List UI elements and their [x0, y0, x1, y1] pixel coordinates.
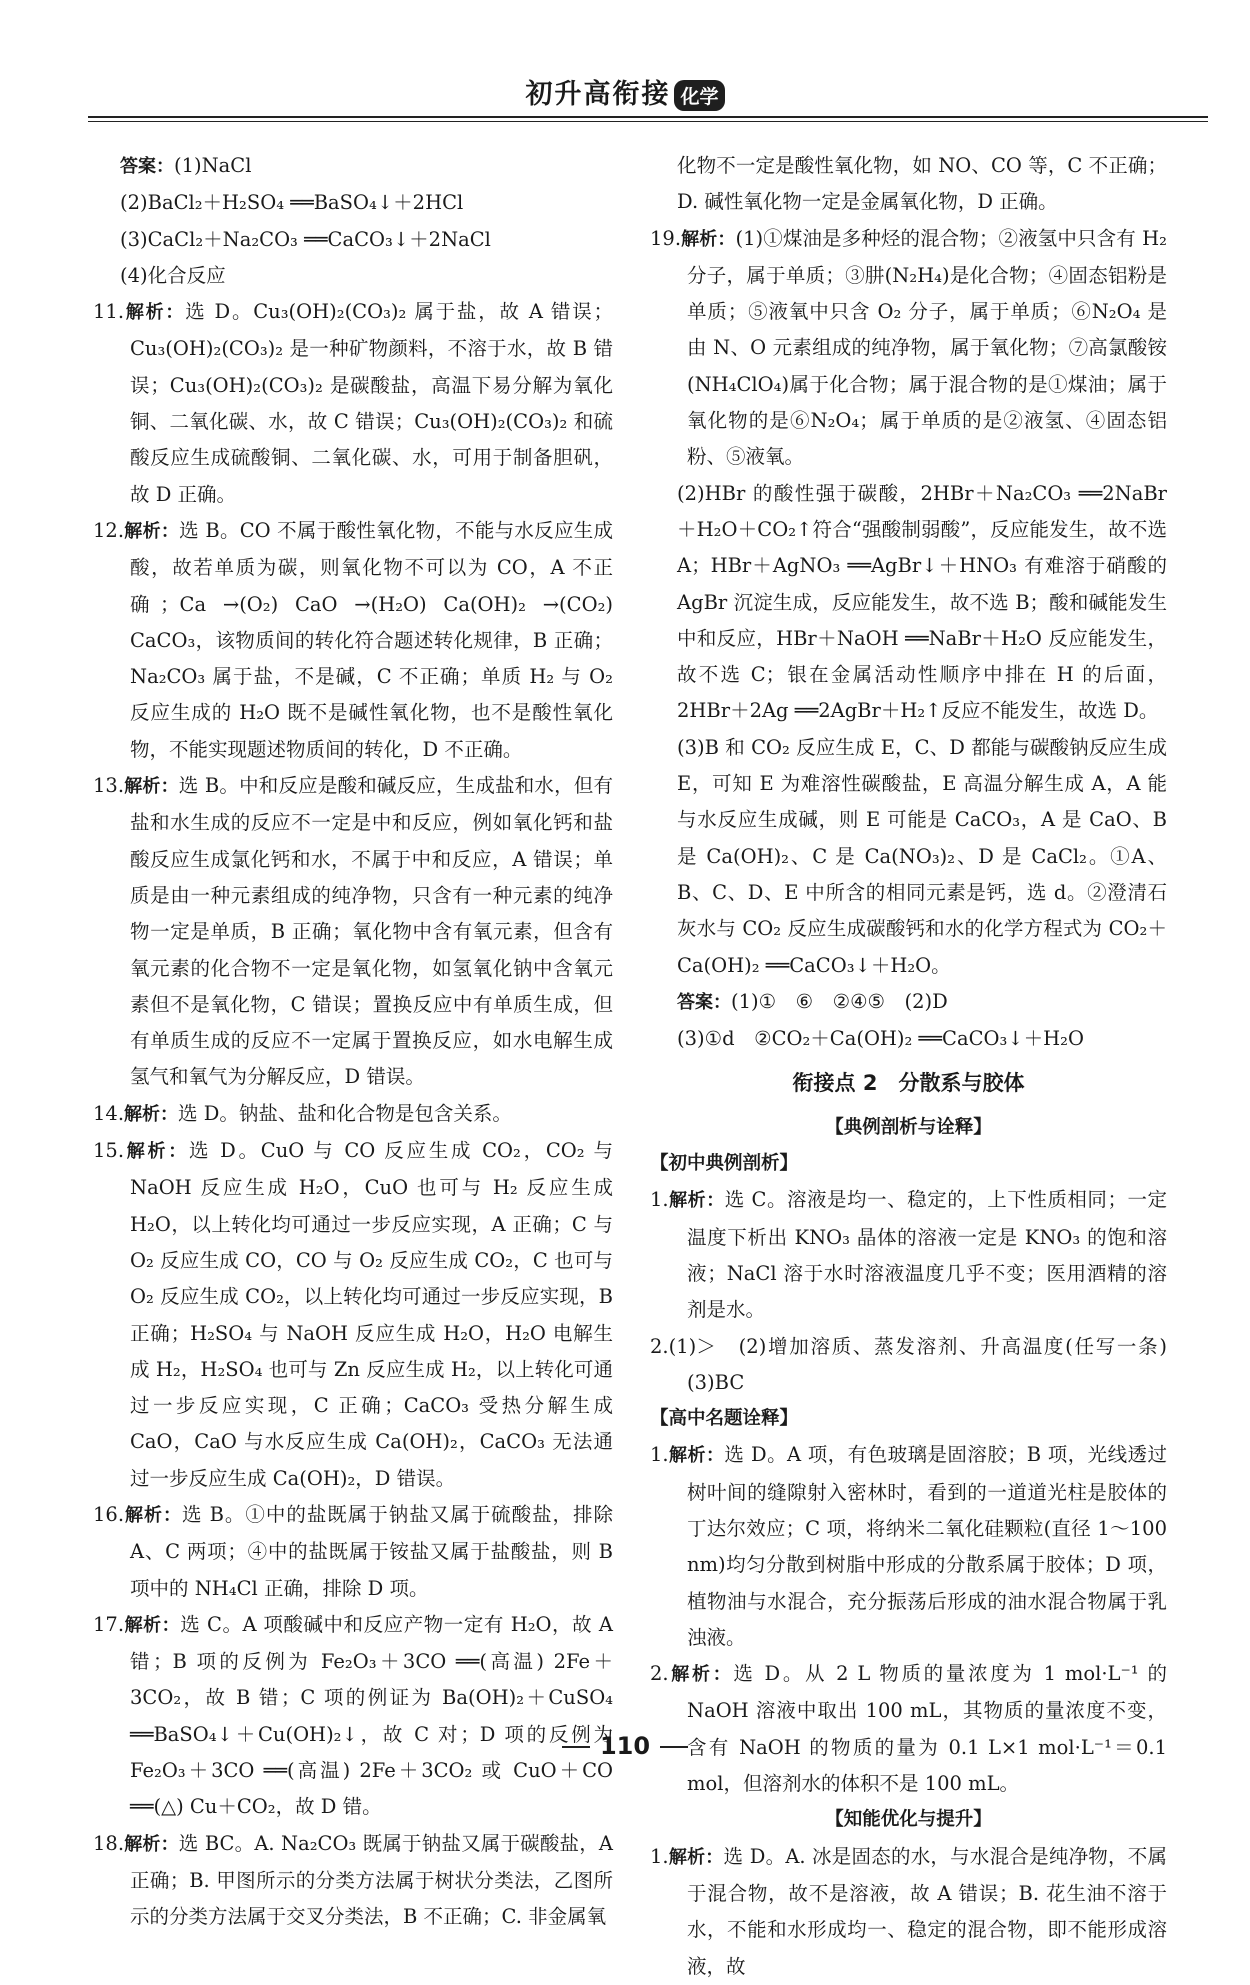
analysis-label: 解析： — [124, 520, 180, 542]
analysis-text: 选 D。钠盐、盐和化合物是包含关系。 — [178, 1101, 512, 1125]
continued-text: 化物不一定是酸性氧化物，如 NO、CO 等，C 不正确；D. 碱性氧化物一定是金属氧化物，D 正确。 — [677, 154, 1167, 214]
answer-subpart: (3)①d ②CO₂＋Ca(OH)₂ ══CaCO₃↓＋H₂O — [677, 1027, 1084, 1051]
header-rule — [88, 116, 1208, 118]
answer-line — [93, 148, 613, 185]
header-rule-thin — [88, 121, 1208, 122]
answer-line — [650, 984, 1167, 1021]
right-column — [650, 148, 1187, 1985]
analysis-label: 解析： — [668, 1664, 734, 1686]
analysis-label: 解析： — [124, 776, 179, 798]
analysis-label: 解析： — [668, 1846, 724, 1868]
question-item — [650, 1437, 1167, 1656]
page-header — [0, 0, 1250, 128]
page-dash-right — [660, 1746, 688, 1748]
left-column — [93, 148, 613, 1936]
analysis-text: 选 D。从 2 L 物质的量浓度为 1 mol·L⁻¹ 的 NaOH 溶液中取出 100 mL，其物质的量浓度不变，含有 NaOH 的物质的量为 0.1 L×1 mol·L⁻¹＝0.1 mol，但溶剂水的体积不是 100 mL。 — [687, 1662, 1167, 1796]
analysis-label: 解析： — [681, 228, 736, 250]
analysis-text: 选 D。A. 冰是固态的水，与水混合是纯净物，不属于混合物，故不是溶液，故 A 错误；B. 花生油不溶于水，不能和水形成均一、稳定的混合物，即不能形成溶液，故 — [687, 1844, 1168, 1978]
answer-text: (1)① ⑥ ②④⑤ (2)D — [731, 989, 948, 1013]
question-number: 1. — [650, 1844, 669, 1868]
question-item — [93, 768, 613, 1096]
analysis-text: 选 D。CuO 与 CO 反应生成 CO₂，CO₂ 与 NaOH 反应生成 H₂O，CuO 也可与 H₂ 反应生成 H₂O，以上转化均可通过一步反应实现，A 正确；C 与 O₂ 反应生成 CO，CO 与 O₂ 反应生成 CO₂，C 也可与 O₂ 反应生成 CO₂，以上转化均可通过一步反应实现，B 正确；H₂SO₄ 与 NaOH 反应生成 H₂O，H₂O 电解生成 H₂，H₂SO₄ 也可与 Zn 反应生成 H₂，以上转化可通过一步反应实现，C 正确；CaCO₃ 受热分解生成 CaO，CaO 与水反应生成 Ca(OH)₂，CaCO₃ 无法通过一步反应生成 Ca(OH)₂，D 错误。 — [130, 1139, 613, 1490]
question-item — [93, 1607, 613, 1826]
subject-badge: 化学 — [674, 80, 724, 111]
answer-subpart: (3)B 和 CO₂ 反应生成 E，C、D 都能与碳酸钠反应生成 E，可知 E 为难溶性碳酸盐，E 高温分解生成 A，A 能与水反应生成碱，则 E 可能是 CaCO₃，A 是 CaO、B 是 Ca(OH)₂、C 是 Ca(NO₃)₂、D 是 CaCl₂。①A、B、C、D、E 中所含的相同元素是钙，选 d。②澄清石灰水与 CO₂ 反应生成碳酸钙和水的化学方程式为 CO₂＋Ca(OH)₂ ══CaCO₃↓＋H₂O。 — [677, 735, 1167, 977]
question-item — [650, 1656, 1167, 1802]
question-number: 1. — [650, 1443, 669, 1467]
question-item — [650, 221, 1167, 476]
analysis-label: 解析： — [124, 1141, 189, 1163]
analysis-text: (1)＞ (2)增加溶质、蒸发溶剂、升高温度(任写一条) (3)BC — [668, 1334, 1187, 1394]
question-item — [93, 1096, 613, 1133]
box-heading: 【知能优化与提升】 — [825, 1809, 992, 1831]
analysis-text: 选 D。A 项，有色玻璃是固溶胶；B 项，光线透过树叶间的缝隙射入密林时，看到的一道道光柱是胶体的丁达尔效应；C 项，将纳米二氧化硅颗粒(直径 1～100 nm)均匀分散到树脂中形成的分散系属于胶体；D 项，植物油与水混合，充分振荡后形成的油水混合物属于乳浊液。 — [687, 1443, 1168, 1649]
question-item — [93, 513, 613, 768]
answer-subpart: (4)化合反应 — [120, 263, 226, 287]
question-number: 19. — [650, 226, 682, 250]
question-number: 14. — [93, 1101, 125, 1125]
page-dash-left — [562, 1746, 590, 1748]
question-item — [93, 1826, 613, 1936]
analysis-label: 解析： — [124, 1833, 179, 1855]
page-number-text: 110 — [599, 1732, 651, 1760]
question-number: 11. — [93, 300, 125, 324]
answer-subpart: (2)HBr 的酸性强于碳酸，2HBr＋Na₂CO₃ ══2NaBr＋H₂O＋CO₂↑符合“强酸制弱酸”，反应能发生，故不选 A；HBr＋AgNO₃ ══AgBr↓＋HNO₃ 有难溶于硝酸的 AgBr 沉淀生成，反应能发生，故不选 B；酸和碱能发生中和反应，HBr＋NaOH ══NaBr＋H₂O 反应能发生，故不选 C；银在金属活动性顺序中排在 H 的后面，2HBr＋2Ag ══2AgBr＋H₂↑反应不能发生，故选 D。 — [677, 481, 1167, 723]
question-number: 13. — [93, 774, 125, 798]
question-item — [650, 1182, 1167, 1328]
question-item — [650, 1839, 1167, 1985]
analysis-text: 选 D。Cu₃(OH)₂(CO₃)₂ 属于盐，故 A 错误；Cu₃(OH)₂(CO₃)₂ 是一种矿物颜料，不溶于水，故 B 错误；Cu₃(OH)₂(CO₃)₂ 是碳酸盐，高温下易分解为氧化铜、二氧化碳、水，故 C 错误；Cu₃(OH)₂(CO₃)₂ 和硫酸反应生成硫酸铜、二氧化碳、水，可用于制备胆矾，故 D 正确。 — [130, 300, 613, 506]
analysis-label: 解析： — [668, 1445, 725, 1467]
analysis-text: 选 BC。A. Na₂CO₃ 既属于钠盐又属于碳酸盐，A 正确；B. 甲图所示的分类方法属于树状分类法，乙图所示的分类方法属于交叉分类法，B 不正确；C. 非金属氧 — [130, 1831, 613, 1929]
page-number — [0, 1732, 1250, 1760]
question-item — [93, 1133, 613, 1497]
question-number: 15. — [93, 1139, 125, 1163]
answer-label: 答案： — [120, 156, 174, 177]
subsection-heading: 【初中典例剖析】 — [650, 1153, 799, 1175]
question-number: 12. — [93, 518, 125, 542]
question-number: 17. — [93, 1612, 125, 1636]
analysis-text: 选 B。中和反应是酸和碱反应，生成盐和水，但有盐和水生成的反应不一定是中和反应，例如氧化钙和盐酸反应生成氯化钙和水，不属于中和反应，A 错误；单质是由一种元素组成的纯净物，只含有一种元素的纯净物一定是单质，B 正确；氧化物中含有氧元素，但含有氧元素的化合物不一定是氧化物，如氢氧化钠中含氧元素但不是氧化物，C 错误；置换反应中有单质生成，但有单质生成的反应不一定属于置换反应，如水电解生成氢气和氧气为分解反应，D 错误。 — [130, 774, 614, 1089]
subsection-heading: 【高中名题诠释】 — [650, 1408, 799, 1430]
header-title — [0, 72, 1250, 111]
question-item — [93, 1497, 613, 1607]
box-heading: 【典例剖析与诠释】 — [825, 1116, 992, 1138]
analysis-label: 解析： — [124, 1504, 182, 1526]
book-title: 初升高衔接 — [525, 79, 671, 110]
analysis-text: 选 C。溶液是均一、稳定的，上下性质相同；一定温度下析出 KNO₃ 晶体的溶液一定是 KNO₃ 的饱和溶液；NaCl 溶于水时溶液温度几乎不变；医用酒精的溶剂是水。 — [687, 1188, 1168, 1322]
analysis-label: 解析： — [668, 1190, 725, 1212]
analysis-text: 选 B。①中的盐既属于钠盐又属于硫酸盐，排除 A、C 两项；④中的盐既属于铵盐又属于盐酸盐，则 B 项中的 NH₄Cl 正确，排除 D 项。 — [130, 1502, 614, 1600]
question-number: 1. — [650, 1188, 669, 1212]
analysis-label: 解析： — [124, 1614, 181, 1636]
analysis-text: (1)①煤油是多种烃的混合物；②液氢中只含有 H₂ 分子，属于单质；③肼(N₂H₄)是化合物；④固态铝粉是单质；⑤液氧中只含 O₂ 分子，属于单质；⑥N₂O₄ 是由 N、O 元素组成的纯净物，属于氧化物；⑦高氯酸铵(NH₄ClO₄)属于化合物；属于混合物的是①煤油；属于氧化物的是⑥N₂O₄；属于单质的是②液氢、④固态铝粉、⑤液氧。 — [687, 226, 1167, 469]
analysis-label: 解析： — [124, 1103, 179, 1125]
question-number: 16. — [93, 1502, 125, 1526]
analysis-label: 解析： — [124, 302, 186, 324]
question-number: 18. — [93, 1831, 125, 1855]
answer-label: 答案： — [677, 991, 731, 1013]
answer-subpart: (2)BaCl₂＋H₂SO₄ ══BaSO₄↓＋2HCl — [120, 191, 464, 215]
answer-subpart: (3)CaCl₂＋Na₂CO₃ ══CaCO₃↓＋2NaCl — [120, 227, 491, 251]
section-title: 衔接点 2 分散系与胶体 — [792, 1071, 1025, 1096]
question-number: 2. — [650, 1662, 669, 1686]
analysis-text: 选 B。CO 不属于酸性氧化物，不能与水反应生成酸，故若单质为碳，则氧化物不可以为 CO，A 不正确；Ca →(O₂) CaO →(H₂O) Ca(OH)₂ →(CO₂) CaCO₃，该物质间的转化符合题述转化规律，B 正确；Na₂CO₃ 属于盐，不是碱，C 不正确；单质 H₂ 与 O₂ 反应生成的 H₂O 既不是碱性氧化物，也不是酸性氧化物，不能实现题述物质间的转化，D 不正确。 — [130, 518, 614, 761]
question-number: 2. — [650, 1334, 669, 1358]
answer-text: (1)NaCl — [174, 154, 252, 177]
analysis-text: 选 C。A 项酸碱中和反应产物一定有 H₂O，故 A 错；B 项的反例为 Fe₂O₃＋3CO ══(高温) 2Fe＋3CO₂，故 B 错；C 项的例证为 Ba(OH)₂＋CuSO₄ ══BaSO₄↓＋Cu(OH)₂↓，故 C 对；D 项的反例为 Fe₂O₃＋3CO ══(高温) 2Fe＋3CO₂ 或 CuO＋CO ══(△) Cu＋CO₂，故 D 错。 — [130, 1612, 613, 1819]
question-item — [650, 1329, 1187, 1402]
question-item — [93, 294, 613, 513]
